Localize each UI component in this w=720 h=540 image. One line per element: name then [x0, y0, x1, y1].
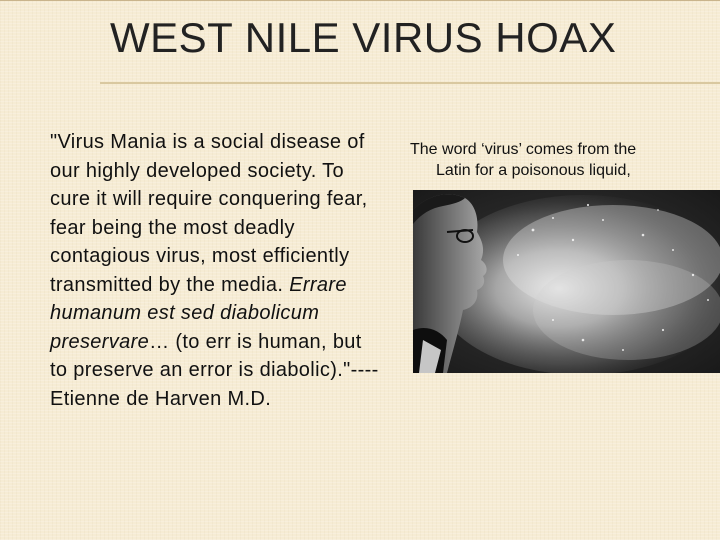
sneeze-photo: [413, 190, 720, 373]
slide-title: WEST NILE VIRUS HOAX: [110, 14, 617, 61]
title-divider: [100, 82, 720, 84]
top-border-line: [0, 0, 720, 1]
quote-text-block: [50, 128, 380, 413]
sneeze-photo-illustration: [413, 190, 720, 373]
quote-author: Etienne de Harven M.D.: [50, 387, 272, 410]
image-caption: [410, 139, 710, 181]
caption-line-2: Latin for a poisonous liquid,: [436, 162, 631, 179]
quote-part1: "Virus Mania is a social disease of our highly developed society. To cure it will require conquering fear, fear being the most deadly contagious virus, most efficiently transmitted by the media.: [50, 131, 368, 296]
caption-line-1: The word ‘virus’ comes from the: [410, 141, 637, 158]
quote-part2: … (to err is human, but to preserve an error is diabolic)."----: [50, 330, 379, 381]
quote-latin-italic: Errare humanum est sed diabolicum preservare: [50, 273, 347, 353]
